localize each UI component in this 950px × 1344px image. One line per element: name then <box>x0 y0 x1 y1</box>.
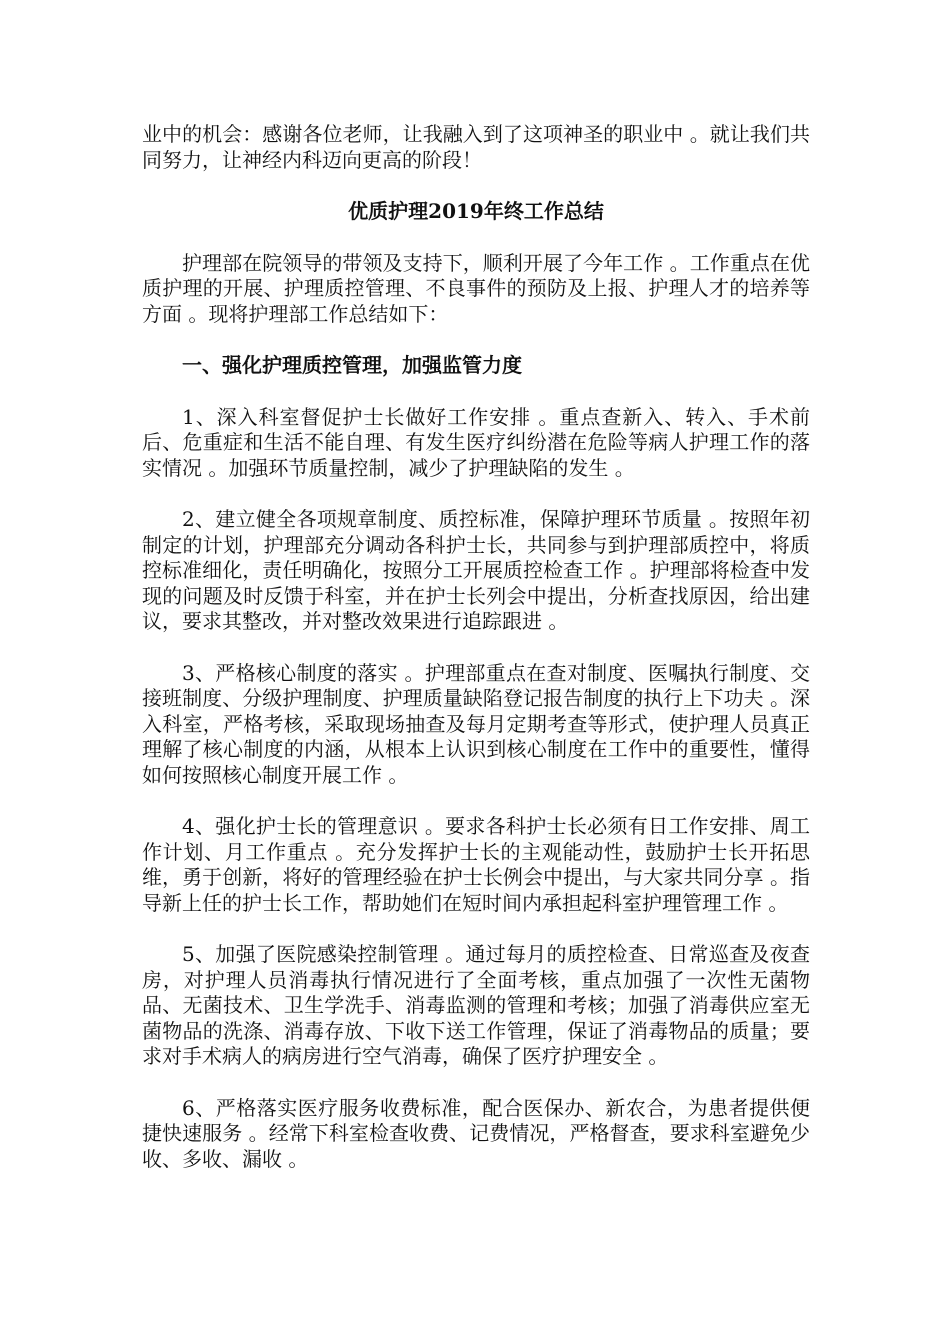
item-paragraph-2: 2、建立健全各项规章制度、质控标准，保障护理环节质量 。按照年初制定的计划，护理部充分调动各科护士长，共同参与到护理部质控中，将质控标准细化，责任明确化，按照分工开展质控检查工作 。护理部将检查中发现的问题及时反馈于科室，并在护士长列会中提出，分析查找原因，给出建议，要求其整改，并对整改效果进行追踪跟进 。 <box>142 507 810 633</box>
item-paragraph-4: 4、强化护士长的管理意识 。要求各科护士长必须有日工作安排、周工作计划、月工作重点 。充分发挥护士长的主观能动性，鼓励护士长开拓思维，勇于创新，将好的管理经验在护士长例会中提出，与大家共同分享 。指导新上任的护士长工作，帮助她们在短时间内承担起科室护理管理工作 。 <box>142 814 810 915</box>
section-heading: 一、强化护理质控管理，加强监管力度 <box>182 353 522 377</box>
item-paragraph-1: 1、深入科室督促护士长做好工作安排 。重点查新入、转入、手术前后、危重症和生活不能自理、有发生医疗纠纷潜在危险等病人护理工作的落实情况 。加强环节质量控制，减少了护理缺陷的发生 。 <box>142 404 810 480</box>
item-paragraph-6: 6、严格落实医疗服务收费标准，配合医保办、新农合，为患者提供便捷快速服务 。经常下科室检查收费、记费情况，严格督查，要求科室避免少收、多收、漏收 。 <box>142 1095 810 1171</box>
document-page <box>142 122 810 1198</box>
intro-paragraph: 业中的机会：感谢各位老师，让我融入到了这项神圣的职业中 。就让我们共同努力，让神经内科迈向更高的阶段！ <box>142 122 810 172</box>
item-paragraph-3: 3、严格核心制度的落实 。护理部重点在查对制度、医嘱执行制度、交接班制度、分级护理制度、护理质量缺陷登记报告制度的执行上下功夫 。深入科室，严格考核，采取现场抽查及每月定期考查等形式，使护理人员真正理解了核心制度的内涵，从根本上认识到核心制度在工作中的重要性，懂得如何按照核心制度开展工作 。 <box>142 660 810 787</box>
document-title: 优质护理2019年终工作总结 <box>348 199 604 223</box>
item-paragraph-5: 5、加强了医院感染控制管理 。通过每月的质控检查、日常巡查及夜查房，对护理人员消毒执行情况进行了全面考核，重点加强了一次性无菌物品、无菌技术、卫生学洗手、消毒监测的管理和考核；加强了消毒供应室无菌物品的洗涤、消毒存放、下收下送工作管理，保证了消毒物品的质量；要求对手术病人的病房进行空气消毒，确保了医疗护理安全 。 <box>142 942 810 1068</box>
opening-paragraph: 护理部在院领导的带领及支持下，顺利开展了今年工作 。工作重点在优质护理的开展、护理质控管理、不良事件的预防及上报、护理人才的培养等方面 。现将护理部工作总结如下： <box>142 250 810 326</box>
